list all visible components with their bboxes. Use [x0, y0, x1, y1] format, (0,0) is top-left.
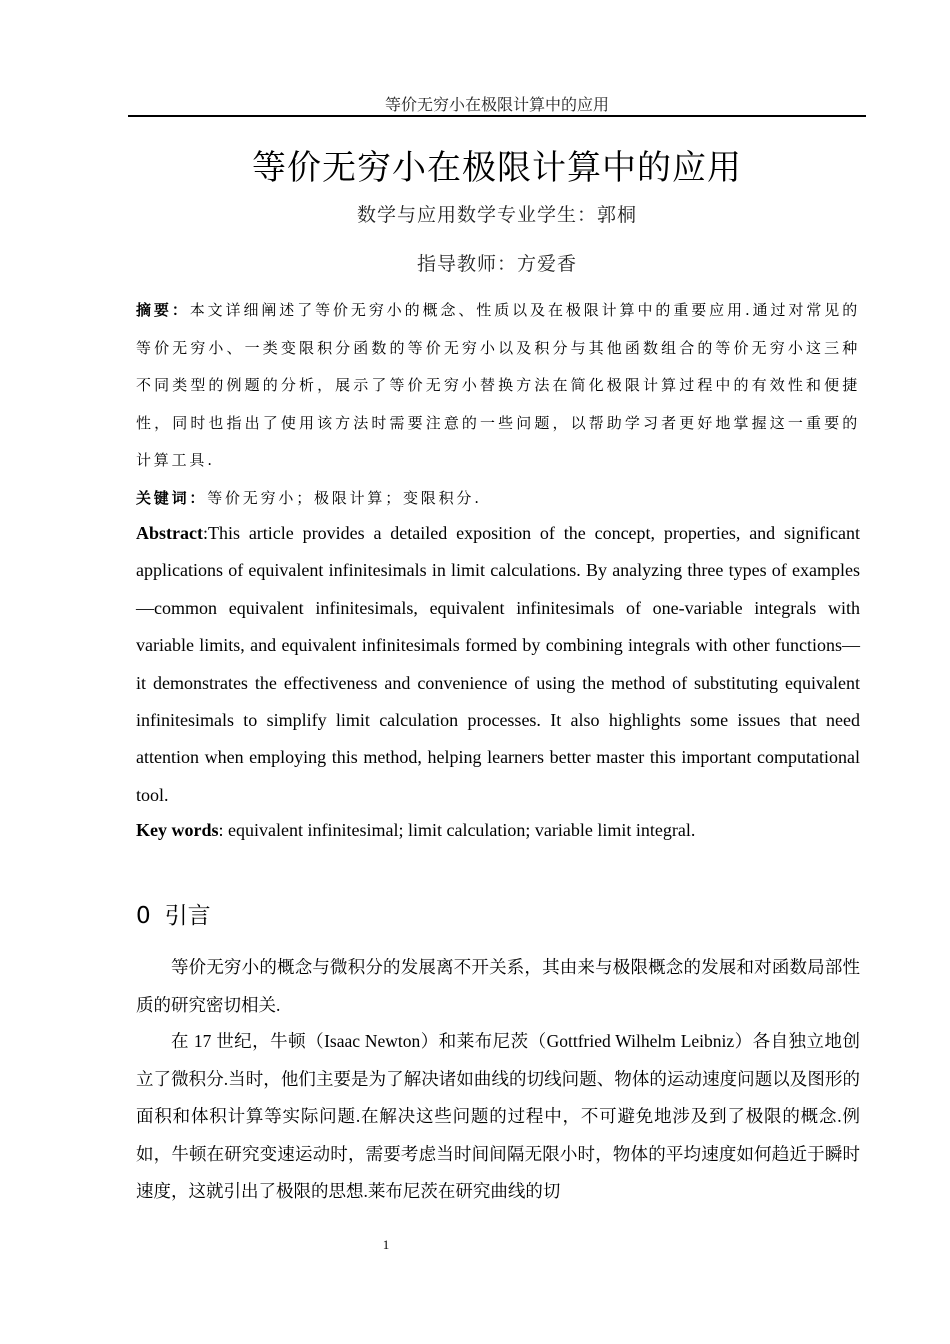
- section-heading: [136, 897, 211, 930]
- advisor-line: 指导教师：方爱香: [416, 253, 577, 275]
- chinese-abstract-text: 本文详细阐述了等价无穷小的概念、性质以及在极限计算中的重要应用.通过对常见的等价无穷小、一类变限积分函数的等价无穷小以及积分与其他函数组合的等价无穷小这三种不同类型的例题的分析，展示了等价无穷小替换方法在简化极限计算过程中的有效性和便捷性，同时也指出了使用该方法时需要注意的一些问题，以帮助学习者更好地掌握这一重要的计算工具.: [136, 301, 860, 469]
- english-abstract: [136, 515, 860, 814]
- paper-title: 等价无穷小在极限计算中的应用: [252, 148, 742, 188]
- english-abstract-text: :This article provides a detailed exposition of the concept, properties, and significant applications of equivalent infinitesimals in limit calculations. By analyzing three types of examples—common equivalent infinitesimals, equivalent infinitesimals of one-variable integrals with variable limits, and equivalent infinitesimals formed by combining integrals with other functions—it demonstrates the effectiveness and convenience of using the method of substituting equivalent infinitesimals to simplify limit calculation processes. It also highlights some issues that need attention when employing this method, helping learners better master this important computational tool.: [136, 523, 860, 805]
- english-keywords: [136, 812, 860, 849]
- author-line: 数学与应用数学专业学生：郭桐: [356, 204, 637, 226]
- section-number: 0: [136, 903, 151, 929]
- chinese-keywords-label: 关键词：: [136, 489, 208, 507]
- english-keywords-text: : equivalent infinitesimal; limit calculation; variable limit integral.: [218, 820, 696, 840]
- body-paragraph: 在 17 世纪，牛顿（Isaac Newton）和莱布尼茨（Gottfried Wilhelm Leibniz）各自独立地创立了微积分.当时，他们主要是为了解决诸如曲线的切线问题、物体的运动速度问题以及图形的面积和体积计算等实际问题.在解决这些问题的过程中，不可避免地涉及到了极限的概念.例如，牛顿在研究变速运动时，需要考虑当时间间隔无限小时，物体的平均速度如何趋近于瞬时速度，这就引出了极限的思想.莱布尼茨在研究曲线的切: [136, 1031, 860, 1201]
- english-abstract-label: Abstract: [136, 523, 203, 543]
- english-keywords-label: Key words: [136, 820, 219, 840]
- header-rule: [128, 115, 866, 117]
- chinese-abstract: [136, 292, 860, 480]
- chinese-keywords: [136, 480, 860, 518]
- chinese-abstract-label: 摘要：: [136, 301, 190, 319]
- section-title: 引言: [164, 903, 211, 929]
- body-paragraph: 等价无穷小的概念与微积分的发展离不开关系，其由来与极限概念的发展和对函数局部性质的研究密切相关.: [136, 957, 860, 1015]
- chinese-keywords-text: 等价无穷小；极限计算；变限积分.: [207, 489, 482, 507]
- running-header: 等价无穷小在极限计算中的应用: [384, 95, 609, 114]
- page-number: 1: [382, 1237, 390, 1252]
